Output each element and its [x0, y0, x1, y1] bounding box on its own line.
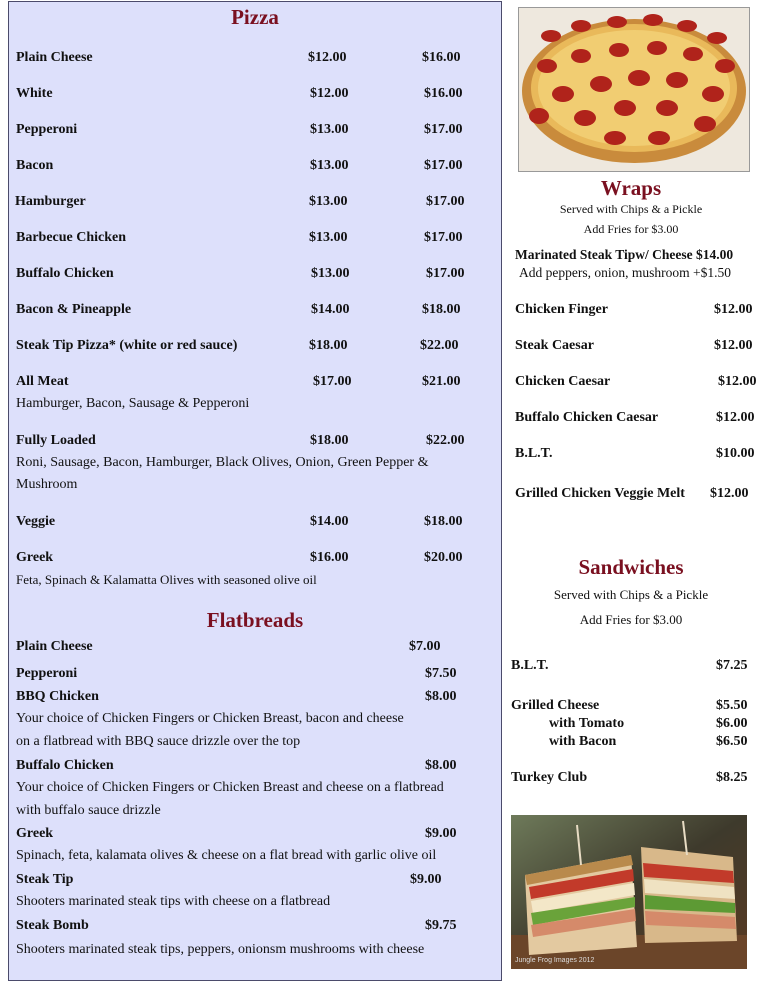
item-price: $7.00	[409, 639, 441, 654]
item-name: Pepperoni	[16, 122, 78, 137]
item-description: Roni, Sausage, Bacon, Hamburger, Black Olives, Onion, Green Pepper &	[16, 455, 429, 470]
large-price: $18.00	[422, 302, 461, 317]
item-price: $12.00	[716, 410, 755, 425]
item-name: Steak Tip	[16, 872, 74, 887]
item-name: White	[16, 86, 53, 101]
large-price: $16.00	[422, 50, 461, 65]
small-price: $12.00	[310, 86, 349, 101]
item-name: Steak Bomb	[16, 918, 89, 933]
large-price: $18.00	[424, 514, 463, 529]
small-price: $18.00	[309, 338, 348, 353]
item-price: $12.00	[714, 338, 753, 353]
pizza-image	[519, 8, 749, 171]
small-price: $13.00	[311, 266, 350, 281]
small-price: $16.00	[310, 550, 349, 565]
item-name: with Tomato	[549, 716, 625, 731]
sandwiches-subtitle: Served with Chips & a Pickle	[553, 587, 709, 602]
item-price: $5.50	[716, 698, 748, 713]
item-name: Grilled Chicken Veggie Melt	[515, 486, 685, 501]
small-price: $14.00	[311, 302, 350, 317]
item-name: Greek	[16, 550, 54, 565]
item-description: Your choice of Chicken Fingers or Chicken Breast, bacon and cheese	[16, 711, 404, 726]
sandwiches-heading: Sandwiches	[578, 555, 684, 579]
item-name: with Bacon	[549, 734, 617, 749]
item-price: $8.25	[716, 770, 748, 785]
photo-watermark: Jungle Frog Images 2012	[515, 957, 595, 964]
large-price: $16.00	[424, 86, 463, 101]
item-name: B.L.T.	[515, 446, 553, 461]
item-description: Shooters marinated steak tips with cheese on a flatbread	[16, 894, 331, 909]
item-name: Buffalo Chicken	[16, 758, 114, 773]
small-price: $13.00	[309, 194, 348, 209]
item-price: $7.25	[716, 658, 748, 673]
item-name: Chicken Finger	[515, 302, 608, 317]
item-name: Veggie	[16, 514, 56, 529]
large-price: $21.00	[422, 374, 461, 389]
flatbreads-heading: Flatbreads	[206, 608, 304, 632]
item-description-cont: with buffalo sauce drizzle	[16, 803, 161, 818]
large-price: $17.00	[426, 266, 465, 281]
wraps-heading: Wraps	[600, 176, 662, 200]
item-name: Pepperoni	[16, 666, 78, 681]
item-description: Your choice of Chicken Fingers or Chicken Breast and cheese on a flatbread	[16, 780, 444, 795]
item-name: BBQ Chicken	[16, 689, 99, 704]
item-name: Barbecue Chicken	[16, 230, 127, 245]
item-description: Hamburger, Bacon, Sausage & Pepperoni	[16, 396, 250, 411]
small-price: $14.00	[310, 514, 349, 529]
item-name: Turkey Club	[511, 770, 588, 785]
small-price: $13.00	[310, 122, 349, 137]
large-price: $17.00	[424, 122, 463, 137]
item-name: Bacon & Pineapple	[16, 302, 132, 317]
small-price: $12.00	[308, 50, 347, 65]
small-price: $17.00	[313, 374, 352, 389]
item-price: $6.50	[716, 734, 748, 749]
item-name: B.L.T.	[511, 658, 549, 673]
item-description: Spinach, feta, kalamata olives & cheese on a flat bread with garlic olive oil	[16, 848, 437, 863]
item-price: $12.00	[714, 302, 753, 317]
item-price: $12.00	[718, 374, 757, 389]
item-name: Greek	[16, 826, 54, 841]
sandwich-photo	[511, 815, 747, 969]
item-name: Grilled Cheese	[511, 698, 600, 713]
pizza-heading: Pizza	[231, 5, 279, 29]
small-price: $13.00	[310, 158, 349, 173]
item-name: Bacon	[16, 158, 54, 173]
item-price: $8.00	[425, 758, 457, 773]
item-name: Steak Tip Pizza* (white or red sauce)	[16, 338, 238, 353]
item-price: $8.00	[425, 689, 457, 704]
item-name: Fully Loaded	[16, 433, 96, 448]
item-description-cont: Mushroom	[16, 477, 78, 492]
item-price: $7.50	[425, 666, 457, 681]
item-name: Plain Cheese	[16, 50, 93, 65]
small-price: $18.00	[310, 433, 349, 448]
sandwiches-fries-note: Add Fries for $3.00	[579, 612, 683, 627]
item-name: Chicken Caesar	[515, 374, 611, 389]
item-name: All Meat	[16, 374, 69, 389]
large-price: $17.00	[426, 194, 465, 209]
item-name: Plain Cheese	[16, 639, 93, 654]
large-price: $22.00	[420, 338, 459, 353]
item-name: Hamburger	[15, 194, 86, 209]
item-price: $12.00	[710, 486, 749, 501]
item-description: Shooters marinated steak tips, peppers, onionsm mushrooms with cheese	[16, 942, 425, 957]
wraps-fries-note: Add Fries for $3.00	[583, 222, 679, 236]
pizza-photo	[518, 7, 750, 172]
small-price: $13.00	[309, 230, 348, 245]
item-price: $10.00	[716, 446, 755, 461]
sandwich-image	[511, 815, 747, 969]
item-description-cont: on a flatbread with BBQ sauce drizzle over the top	[16, 734, 301, 749]
large-price: $22.00	[426, 433, 465, 448]
wraps-subtitle: Served with Chips & a Pickle	[559, 202, 703, 216]
featured-wrap-name: Marinated Steak Tipw/ Cheese $14.00	[515, 247, 734, 262]
large-price: $17.00	[424, 158, 463, 173]
item-name: Buffalo Chicken Caesar	[515, 410, 659, 425]
large-price: $17.00	[424, 230, 463, 245]
item-price: $9.00	[410, 872, 442, 887]
item-price: $6.00	[716, 716, 748, 731]
item-name: Steak Caesar	[515, 338, 594, 353]
featured-wrap-description: Add peppers, onion, mushroom +$1.50	[519, 265, 731, 280]
item-price: $9.00	[425, 826, 457, 841]
item-name: Buffalo Chicken	[16, 266, 114, 281]
item-price: $9.75	[425, 918, 457, 933]
large-price: $20.00	[424, 550, 463, 565]
item-description: Feta, Spinach & Kalamatta Olives with seasoned olive oil	[16, 572, 317, 587]
